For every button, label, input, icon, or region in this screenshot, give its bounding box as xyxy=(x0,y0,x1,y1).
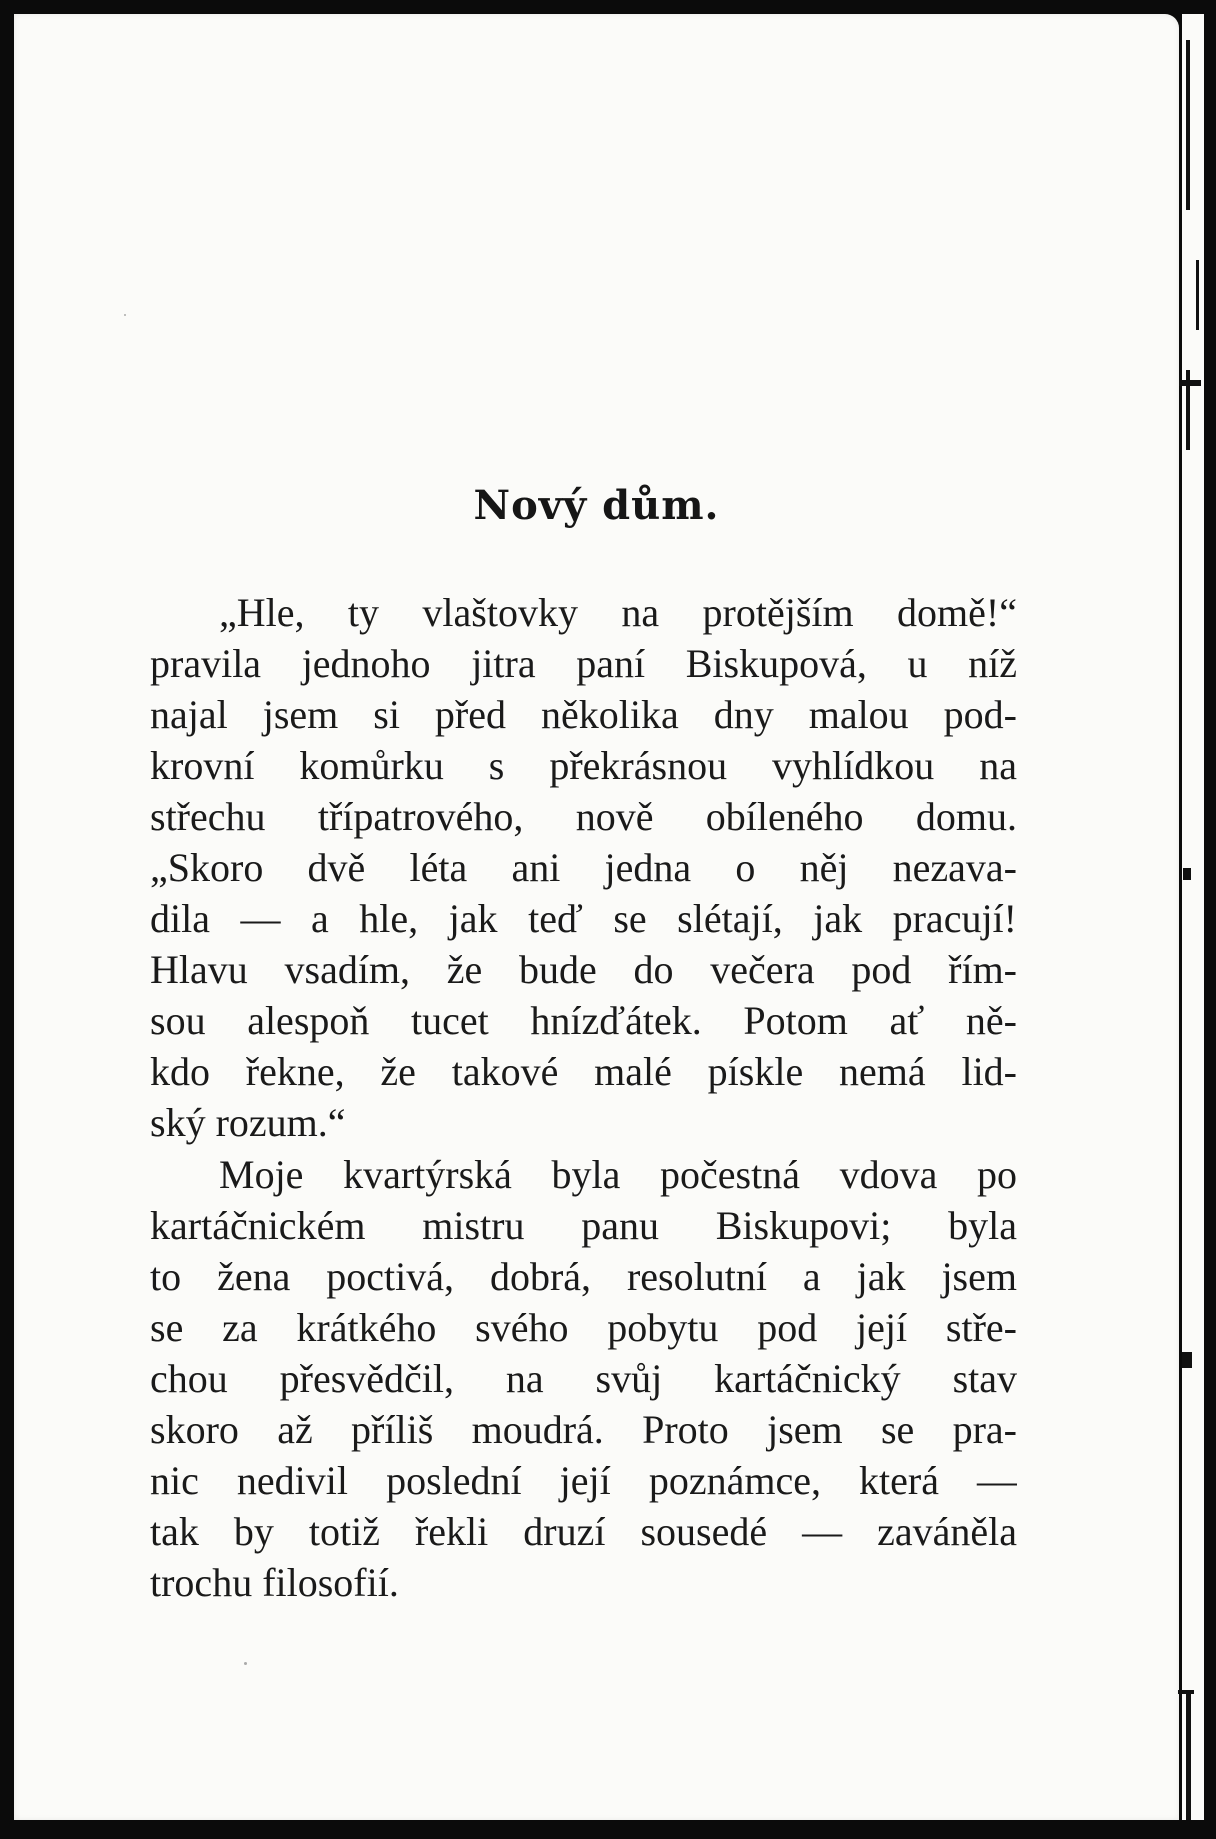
text-line: střechu třípatrového, nově obíleného domu. xyxy=(150,794,1017,839)
text-line: sou alespoň tucet hnízďátek. Potom ať ně- xyxy=(150,998,1017,1043)
text-line: ský rozum.“ xyxy=(150,1100,346,1145)
binding-mark xyxy=(1182,1352,1192,1368)
binding-line xyxy=(1186,1690,1191,1820)
text-line: „Skoro dvě léta ani jedna o něj nezava- xyxy=(150,845,1017,890)
page-edge xyxy=(1182,14,1204,1820)
text-line: pravila jednoho jitra paní Biskupová, u níž xyxy=(150,641,1017,686)
text-line: „Hle, ty vlaštovky na protějším domě!“ xyxy=(219,590,1017,635)
binding-line xyxy=(1186,40,1190,210)
text-line: chou přesvědčil, na svůj kartáčnický stav xyxy=(150,1356,1017,1401)
binding-line xyxy=(1196,260,1199,330)
text-line: kartáčnickém mistru panu Biskupovi; byla xyxy=(150,1203,1017,1248)
binding-mark xyxy=(1179,380,1201,386)
text-line: trochu filosofií. xyxy=(150,1560,399,1605)
binding-mark xyxy=(1178,1690,1194,1694)
book-page xyxy=(14,14,1179,1820)
text-line: skoro až příliš moudrá. Proto jsem se pra- xyxy=(150,1407,1017,1452)
chapter-title: Nový dům. xyxy=(473,482,720,529)
text-line: kdo řekne, že takové malé pískle nemá lid- xyxy=(150,1049,1017,1094)
text-line: dila — a hle, jak teď se slétají, jak pracují! xyxy=(150,896,1017,941)
scan-speck xyxy=(124,314,126,316)
binding-mark xyxy=(1183,868,1191,880)
scan-speck xyxy=(244,1662,247,1665)
text-line: krovní komůrku s překrásnou vyhlídkou na xyxy=(150,743,1017,788)
text-line: Hlavu vsadím, že bude do večera pod řím- xyxy=(150,947,1017,992)
text-line: najal jsem si před několika dny malou pod- xyxy=(150,692,1017,737)
text-line: Moje kvartýrská byla počestná vdova po xyxy=(219,1152,1017,1197)
text-line: to žena poctivá, dobrá, resolutní a jak jsem xyxy=(150,1254,1017,1299)
text-line: se za krátkého svého pobytu pod její stře- xyxy=(150,1305,1017,1350)
text-line: nic nedivil poslední její poznámce, která — xyxy=(150,1458,1017,1503)
text-line: tak by totiž řekli druzí sousedé — zaváněla xyxy=(150,1509,1017,1554)
